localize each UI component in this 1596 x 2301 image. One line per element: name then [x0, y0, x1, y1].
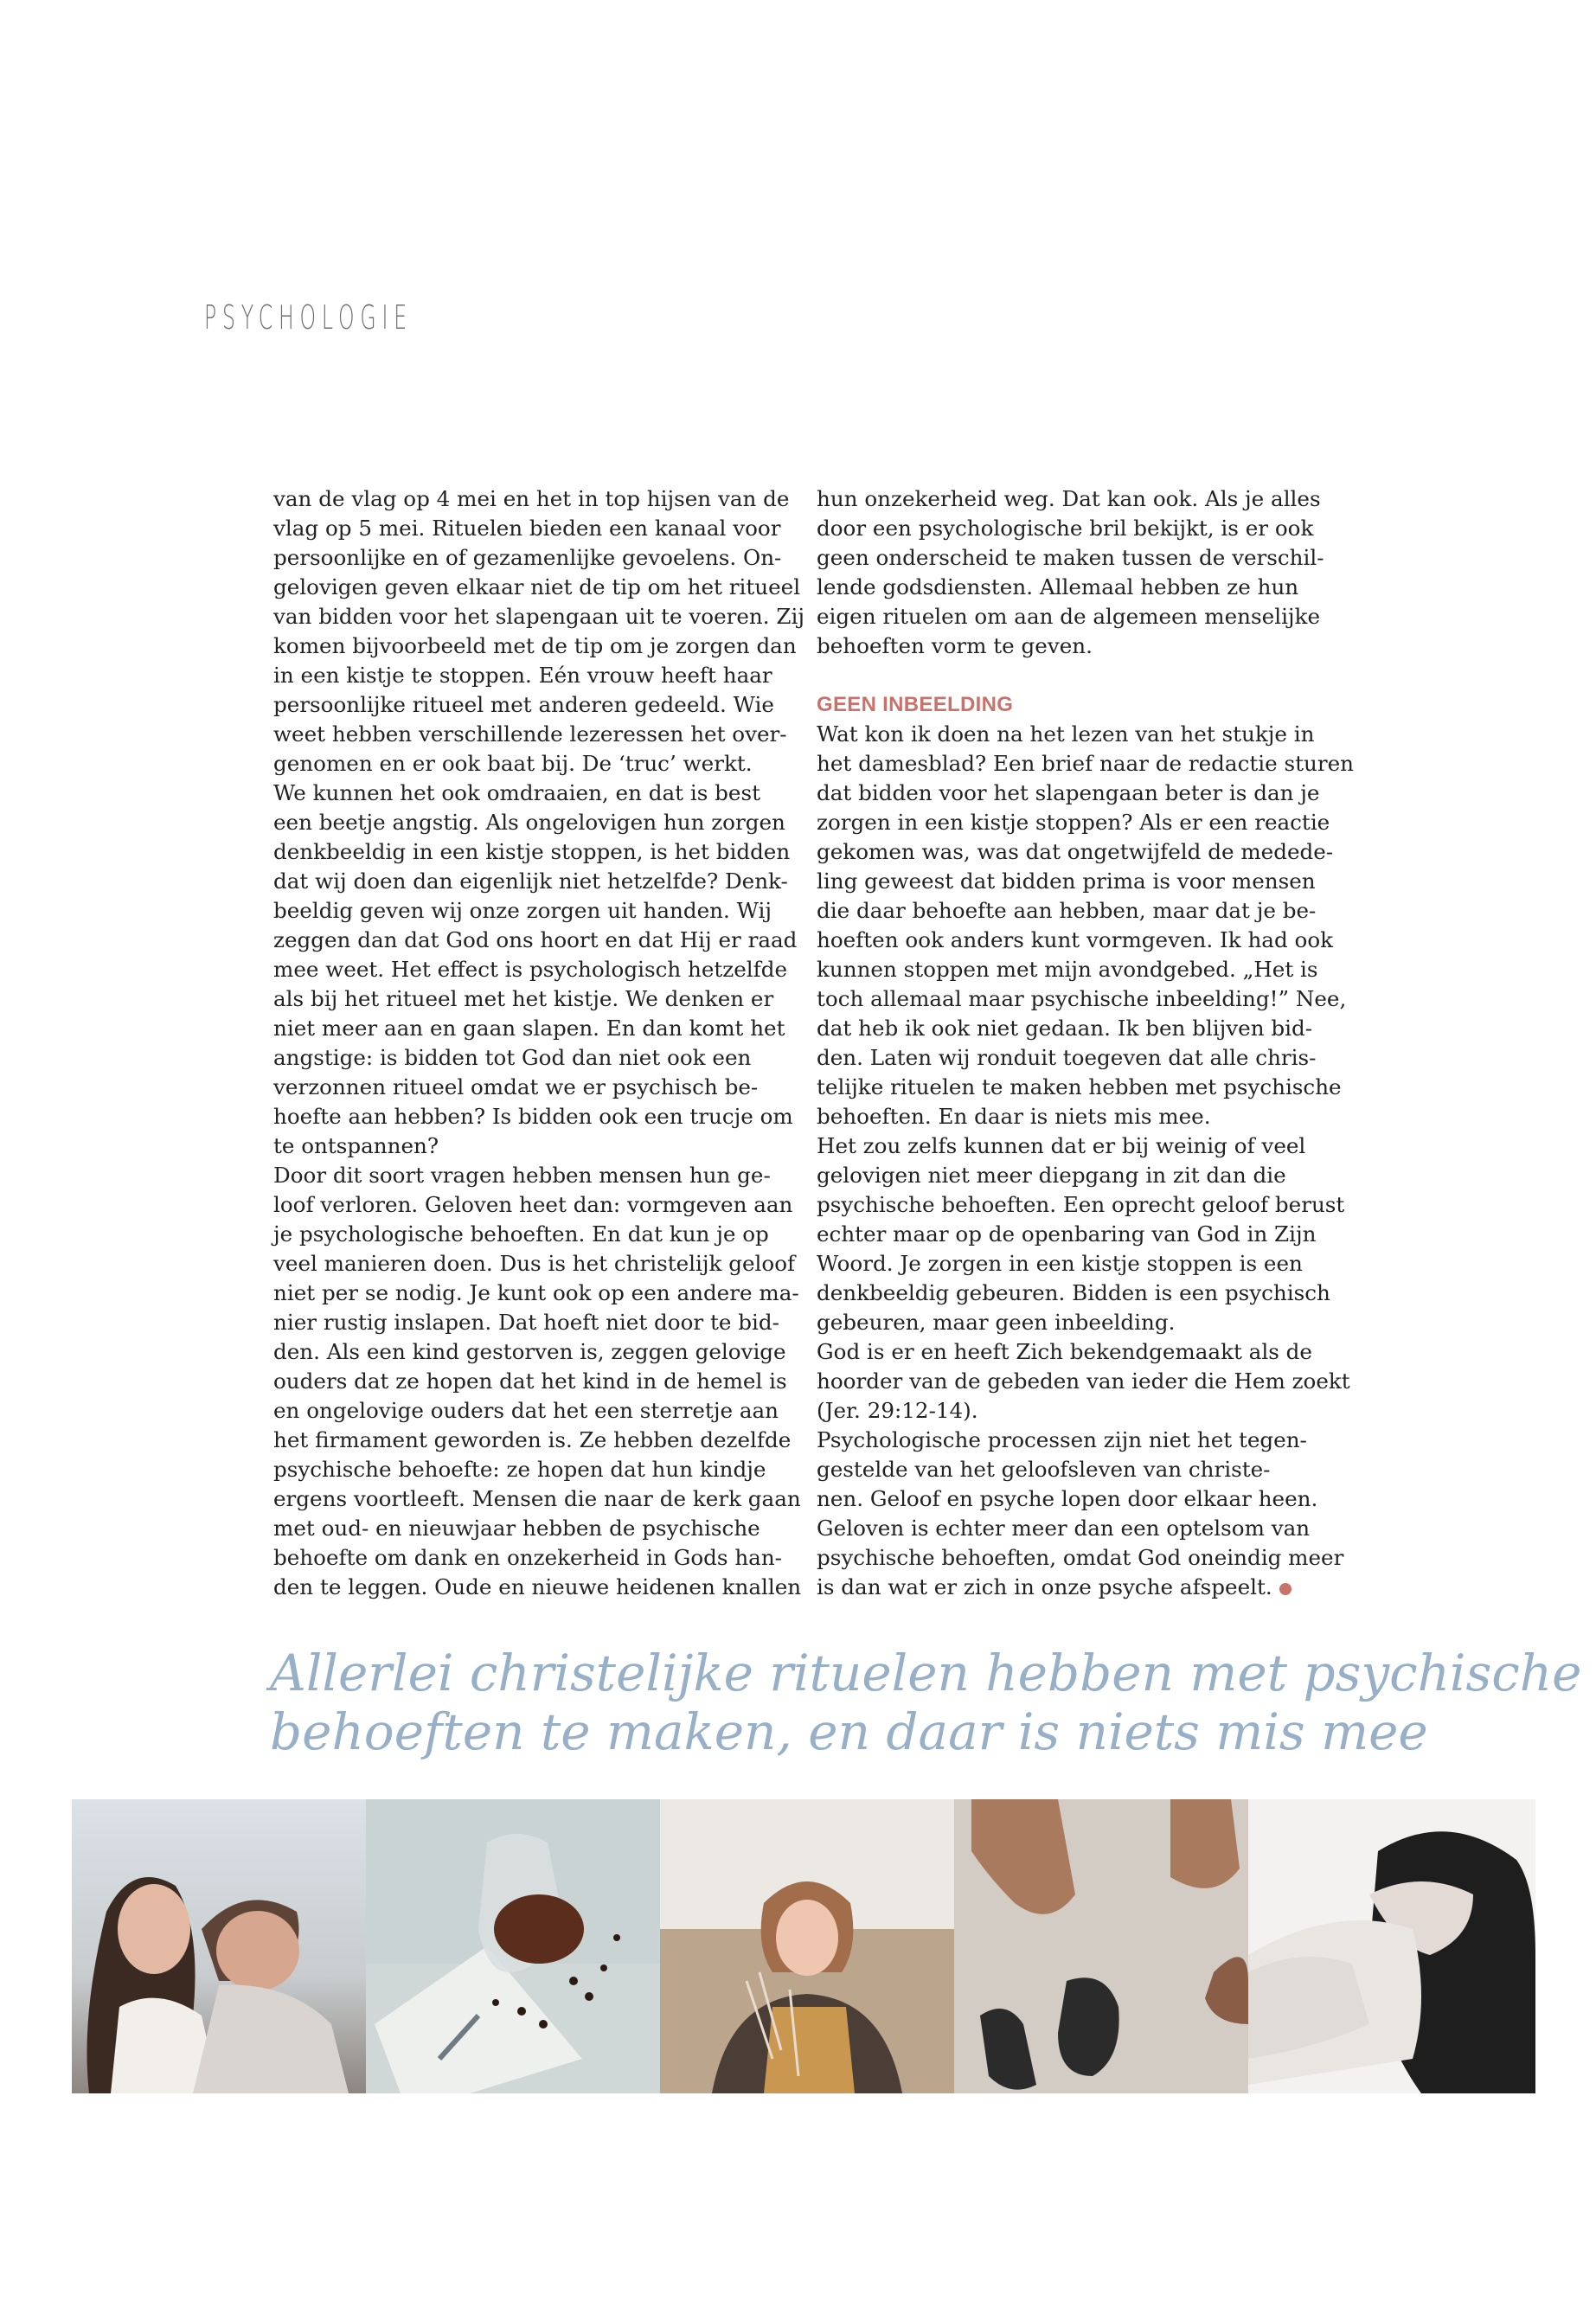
left-column-line: denkbeeldig in een kistje stoppen, is het bidden [273, 839, 791, 864]
left-column-line: als bij het ritueel met het kistje. We denken er [273, 986, 774, 1011]
left-column-line: gelovigen geven elkaar niet de tip om het ritueel [273, 574, 801, 599]
subheading: GEEN INBEELDING [817, 693, 1014, 716]
right-column-body-line: ling geweest dat bidden prima is voor mensen [817, 868, 1316, 894]
left-column-line: komen bijvoorbeeld met de tip om je zorgen dan [273, 633, 797, 658]
right-column-body-line: toch allemaal maar psychische inbeelding!” Nee, [817, 986, 1347, 1011]
right-column-intro-line: geen onderscheid te maken tussen de verschil- [817, 545, 1324, 570]
photo-shoes [954, 1799, 1248, 2093]
left-column-line: te ontspannen? [273, 1133, 439, 1158]
right-column-intro-line: door een psychologische bril bekijkt, is er ook [817, 516, 1314, 541]
right-column-intro-line: lende godsdiensten. Allemaal hebben ze hun [817, 574, 1299, 599]
left-column-line: psychische behoefte: ze hopen dat hun kindje [273, 1457, 766, 1482]
photo-smiling-woman [660, 1799, 954, 2093]
photo-laughing-couple [72, 1799, 366, 2093]
right-column-body-line: psychische behoeften. Een oprecht geloof berust [817, 1192, 1345, 1217]
left-column-line: dat wij doen dan eigenlijk niet hetzelfde? Denk- [273, 868, 788, 894]
left-column-line: zeggen dan dat God ons hoort en dat Hij er raad [273, 927, 798, 952]
right-column-body-line: hoeften ook anders kunt vormgeven. Ik had ook [817, 927, 1334, 952]
left-column-line: persoonlijke en of gezamenlijke gevoelens. On- [273, 545, 782, 570]
left-column-line: verzonnen ritueel omdat we er psychisch be- [273, 1074, 759, 1099]
right-column-body-line: dat heb ik ook niet gedaan. Ik ben blijven bid- [817, 1016, 1313, 1041]
left-column-line: ergens voortleeft. Mensen die naar de kerk gaan [273, 1486, 801, 1511]
left-column-line: den. Als een kind gestorven is, zeggen gelovige [273, 1339, 786, 1364]
article-column-left [273, 484, 827, 1602]
column-right-body [817, 720, 1370, 1573]
right-column-intro-line: eigen rituelen om aan de algemeen menselijke [817, 604, 1321, 629]
right-column-body-line: Het zou zelfs kunnen dat er bij weinig of veel [817, 1133, 1306, 1158]
right-column-body-line: het damesblad? Een brief naar de redactie sturen [817, 751, 1354, 776]
right-column-body-line: Woord. Je zorgen in een kistje stoppen is een [817, 1251, 1303, 1276]
right-column-body-line: gestelde van het geloofsleven van christe- [817, 1457, 1271, 1482]
right-column-body-line: gelovigen niet meer diepgang in zit dan die [817, 1163, 1286, 1188]
right-column-body-line: hoorder van de gebeden van ieder die Hem zoekt [817, 1368, 1350, 1394]
left-column-line: je psychologische behoeften. En dat kun je op [273, 1221, 769, 1247]
right-column-body-line: Geloven is echter meer dan een optelsom van [817, 1516, 1311, 1541]
right-column-body-line: die daar behoefte aan hebben, maar dat je be- [817, 898, 1317, 923]
left-column-line: genomen en er ook baat bij. De ‘truc’ werkt. [273, 751, 753, 776]
left-column-line: Door dit soort vragen hebben mensen hun ge- [273, 1163, 771, 1188]
right-column-intro-line: hun onzekerheid weg. Dat kan ook. Als je alles [817, 486, 1321, 511]
laughing-couple-image [72, 1799, 366, 2093]
left-column-line: nier rustig inslapen. Dat hoeft niet door te bid- [273, 1310, 779, 1335]
right-column-body-line: echter maar op de openbaring van God in Zijn [817, 1221, 1317, 1247]
left-column-line: weet hebben verschillende lezeressen het over- [273, 721, 787, 747]
photo-strip [72, 1799, 1535, 2093]
left-column-line: het firmament geworden is. Ze hebben dezelfde [273, 1427, 792, 1452]
right-column-body-line: den. Laten wij ronduit toegeven dat alle chris- [817, 1045, 1317, 1070]
left-column-line: loof verloren. Geloven heet dan: vormgeven aan [273, 1192, 793, 1217]
left-column-line: en ongelovige ouders dat het een sterretje aan [273, 1398, 779, 1423]
left-column-line: We kunnen het ook omdraaien, en dat is best [273, 780, 760, 805]
left-column-line: veel manieren doen. Dus is het christelijk geloof [273, 1251, 796, 1276]
right-column-body-line: God is er en heeft Zich bekendgemaakt als de [817, 1339, 1312, 1364]
article-closing-line [817, 1573, 1370, 1602]
pull-quote-line-2: behoeften te maken, en daar is niets mis mee [270, 1702, 1428, 1761]
article-column-right [817, 484, 1370, 1602]
hand-on-head-image [1248, 1799, 1535, 2093]
left-column-line: in een kistje te stoppen. Eén vrouw heeft haar [273, 663, 772, 688]
right-column-intro-line: behoeften vorm te geven. [817, 633, 1093, 658]
left-column-line: beeldig geven wij onze zorgen uit handen. Wij [273, 898, 772, 923]
right-column-body-line: kunnen stoppen met mijn avondgebed. „Het is [817, 957, 1318, 982]
right-column-body-line: nen. Geloof en psyche lopen door elkaar heen. [817, 1486, 1318, 1511]
left-column-line: van bidden voor het slapengaan uit te voeren. Zij [273, 604, 804, 629]
left-column-line: vlag op 5 mei. Rituelen bieden een kanaal voor [273, 516, 781, 541]
right-column-body-line: psychische behoeften, omdat God oneindig meer [817, 1545, 1344, 1570]
right-column-body-line: zorgen in een kistje stoppen? Als er een reactie [817, 810, 1330, 835]
left-column-line: met oud- en nieuwjaar hebben de psychische [273, 1516, 760, 1541]
right-column-body-line: dat bidden voor het slapengaan beter is dan je [817, 780, 1320, 805]
left-column-line: ouders dat ze hopen dat het kind in de hemel is [273, 1368, 787, 1394]
right-column-body-line: Wat kon ik doen na het lezen van het stukje in [817, 721, 1315, 747]
left-column-line: persoonlijke ritueel met anderen gedeeld. Wie [273, 692, 774, 717]
right-column-body-line: gekomen was, was dat ongetwijfeld de medede- [817, 839, 1334, 864]
section-label: PSYCHOLOGIE [204, 298, 413, 336]
pull-quote-line-1: Allerlei christelijke rituelen hebben met psychische [270, 1644, 1582, 1702]
pull-quote [270, 1644, 1582, 1761]
right-column-body-line: gebeuren, maar geen inbeelding. [817, 1310, 1176, 1335]
left-column-line: hoefte aan hebben? Is bidden ook een trucje om [273, 1104, 793, 1129]
right-column-body-line: (Jer. 29:12-14). [817, 1398, 978, 1423]
column-right-intro [817, 484, 1370, 661]
left-column-line: niet per se nodig. Je kunt ook op een andere ma- [273, 1280, 799, 1305]
closing-text: is dan wat er zich in onze psyche afspeelt. [817, 1574, 1272, 1599]
right-column-body-line: Psychologische processen zijn niet het tegen- [817, 1427, 1307, 1452]
right-column-body-line: telijke rituelen te maken hebben met psychische [817, 1074, 1342, 1099]
end-dot-icon [1279, 1583, 1292, 1595]
coffee-notebook-image [366, 1799, 660, 2093]
left-column-line: mee weet. Het effect is psychologisch hetzelfde [273, 957, 788, 982]
smiling-woman-image [660, 1799, 954, 2093]
left-column-line: behoefte om dank en onzekerheid in Gods han- [273, 1545, 782, 1570]
right-column-body-line: denkbeeldig gebeuren. Bidden is een psychisch [817, 1280, 1330, 1305]
shoes-image [954, 1799, 1248, 2093]
right-column-body-line: behoeften. En daar is niets mis mee. [817, 1104, 1211, 1129]
photo-coffee-notebook [366, 1799, 660, 2093]
photo-hand-on-head [1248, 1799, 1535, 2093]
left-column-line: den te leggen. Oude en nieuwe heidenen knallen [273, 1574, 802, 1599]
left-column-line: angstige: is bidden tot God dan niet ook een [273, 1045, 752, 1070]
left-column-line: van de vlag op 4 mei en het in top hijsen van de [273, 486, 790, 511]
left-column-line: niet meer aan en gaan slapen. En dan komt het [273, 1016, 785, 1041]
left-column-line: een beetje angstig. Als ongelovigen hun zorgen [273, 810, 785, 835]
